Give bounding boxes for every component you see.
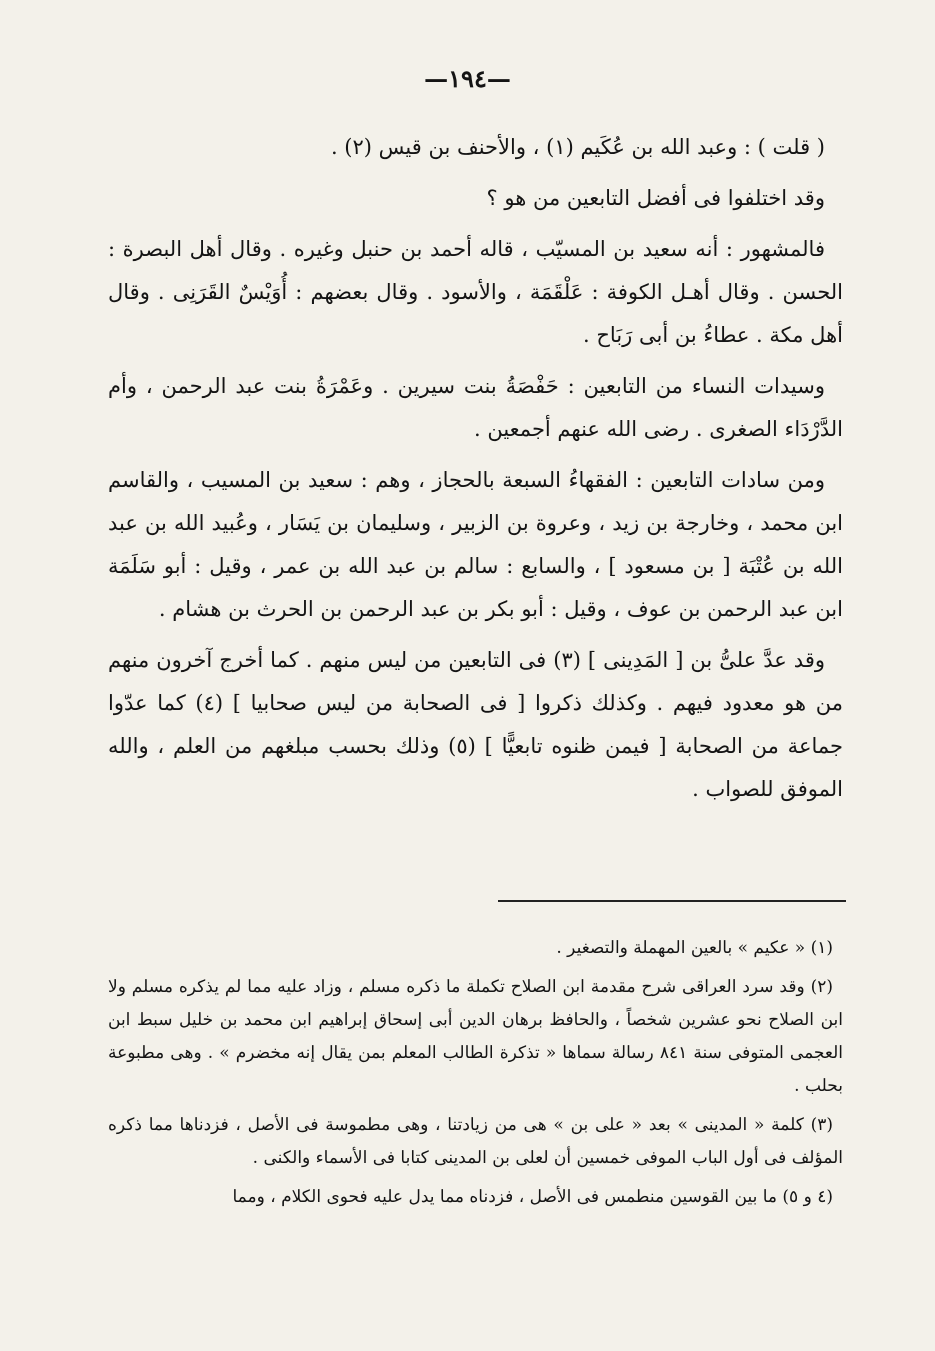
page-number: —١٩٤— [424, 64, 511, 93]
paragraph: وقد عدَّ علىُّ بن [ المَدِينى ] (٣) فى التابعين من ليس منهم . كما أخرج آخرون منهم من هو معدود فيهم . وكذلك ذكروا [ فى الصحابة من ليس صحابيا ] (٤) كما عدّوا جماعة من الصحابة [ فيمن ظنوه تابعيًّا ] (٥) وذلك بحسب مبلغهم من العلم ، والله الموفق للصواب . [108, 648, 843, 801]
paragraph: فالمشهور : أنه سعيد بن المسيّب ، قاله أحمد بن حنبل وغيره . وقال أهل البصرة : الحسن . وقال أهـل الكوفة : عَلْقَمَة ، والأسود . وقال بعضهم : أُوَيْسٌ القَرَنِى . وقال أهل مكة . عطاءُ بن أبى رَبَاح . [108, 237, 843, 347]
main-text [108, 126, 843, 819]
paragraph: وقد اختلفوا فى أفضل التابعين من هو ؟ [486, 186, 825, 210]
paragraph: ( قلت ) : وعبد الله بن عُكَيم (١) ، والأحنف بن قيس (٢) . [330, 135, 825, 159]
footnote: (٣) كلمة « المدينى » بعد « على بن » هى من زيادتنا ، وهى مطموسة فى الأصل ، فزدناها مما ذكره المؤلف فى أول الباب الموفى خمسين أن لعلى بن المدينى كتابا فى الأسماء والكنى . [108, 1115, 843, 1168]
paragraph: وسيدات النساء من التابعين : حَفْصَةُ بنت سيرين . وعَمْرَةُ بنت عبد الرحمن ، وأم الدَّرْدَاء الصغرى . رضى الله عنهم أجمعين . [108, 374, 843, 441]
footnote: (٢) وقد سرد العراقى شرح مقدمة ابن الصلاح تكملة ما ذكره مسلم ، وزاد عليه مما لم يذكره مسلم ولا ابن الصلاح نحو عشرين شخصاً ، والحافظ برهان الدين أبى إسحاق إبراهيم ابن محمد بن خليل سبط ابن العجمى المتوفى سنة ٨٤١ رسالة سماها « تذكرة الطالب المعلم بمن يقال إنه مخضرم » . وهى مطبوعة بحلب . [108, 977, 844, 1096]
footnote-divider [498, 900, 846, 902]
footnote: (١) « عكيم » بالعين المهملة والتصغير . [556, 938, 833, 958]
footnote: (٤ و ٥) ما بين القوسين منطمس فى الأصل ، فزدناه مما يدل عليه فحوى الكلام ، ومما [232, 1187, 833, 1207]
footnotes [108, 932, 843, 1220]
paragraph: ومن سادات التابعين : الفقهاءُ السبعة بالحجاز ، وهم : سعيد بن المسيب ، والقاسم ابن محمد ، وخارجة بن زيد ، وعروة بن الزبير ، وسليمان بن يَسَار ، وعُبيد الله بن عبد الله بن عُتْبَة [ بن مسعود ] ، والسابع : سالم بن عبد الله بن عمر ، وقيل : أبو سَلَمَة ابن عبد الرحمن بن عوف ، وقيل : أبو بكر بن عبد الرحمن بن الحرث بن هشام . [108, 468, 843, 621]
